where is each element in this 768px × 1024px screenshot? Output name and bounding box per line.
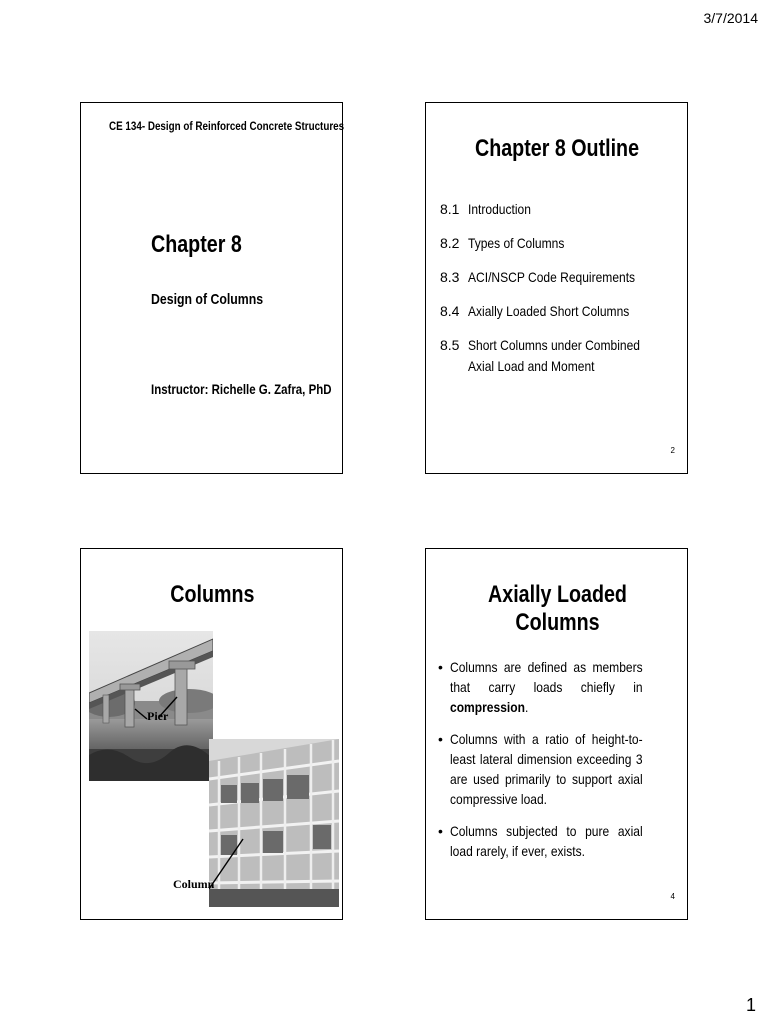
list-item: 8.3 ACI/NSCP Code Requirements: [440, 269, 636, 285]
list-item: 8.1 Introduction: [440, 201, 531, 217]
instructor-name: Instructor: Richelle G. Zafra, PhD: [151, 381, 332, 397]
emphasis-compression: compression: [450, 699, 525, 715]
course-title: CE 134- Design of Reinforced Concrete Structures: [109, 119, 345, 133]
column-label: Column: [173, 877, 215, 891]
slide-title: Axially Loaded Columns: [488, 581, 627, 636]
building-photo: [209, 739, 339, 907]
slide-title: Chapter 8 Outline: [475, 135, 640, 162]
slide-number: 4: [670, 892, 675, 901]
page-date: 3/7/2014: [703, 10, 758, 26]
list-item: • Columns are defined as members that carry loads chiefly in compression.: [438, 659, 643, 715]
slide-2-outline: [425, 102, 688, 474]
list-item: 8.2 Types of Columns: [440, 235, 565, 251]
list-item: 8.5 Short Columns under Combined Axial Load and Moment: [440, 337, 640, 374]
slide-4-axially-loaded: [425, 548, 688, 920]
slide-1-title: [80, 102, 343, 474]
page-number: 1: [745, 995, 756, 1015]
chapter-heading: Chapter 8: [151, 231, 242, 258]
pier-label: Pier: [147, 709, 169, 723]
list-item: 8.4 Axially Loaded Short Columns: [440, 303, 630, 319]
chapter-subtitle: Design of Columns: [151, 291, 264, 308]
bridge-photo: [89, 631, 213, 781]
slide-title: Columns: [170, 581, 255, 608]
list-item: • Columns with a ratio of height-to-least lateral dimension exceeding 3 are used primarily to support axial compressive load.: [438, 731, 643, 807]
slide-number: 2: [670, 446, 675, 455]
bullet-list: [438, 657, 674, 873]
outline-list: [440, 199, 680, 390]
list-item: • Columns subjected to pure axial load rarely, if ever, exists.: [438, 823, 643, 859]
slide-3-columns: [80, 548, 343, 920]
